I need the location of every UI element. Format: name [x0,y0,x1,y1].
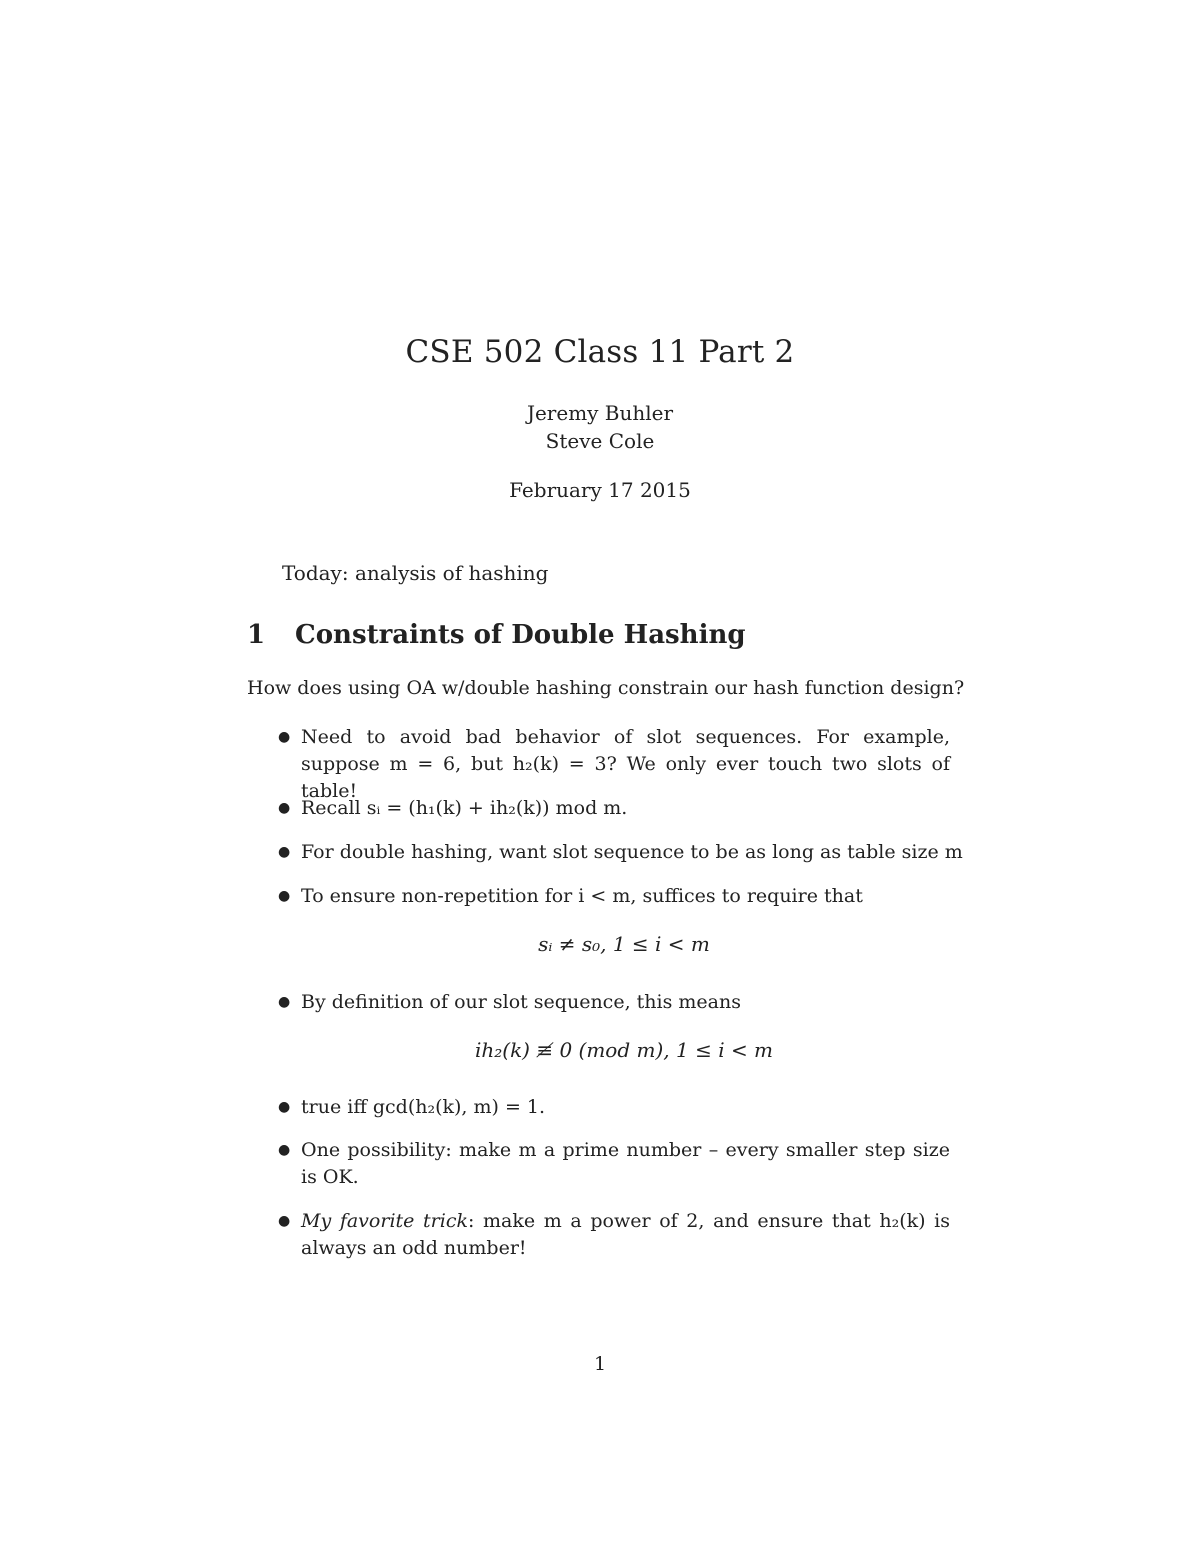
bullet-item [278,1137,950,1191]
bullet-icon: ● [278,844,291,860]
bullet-icon: ● [278,1213,291,1229]
bullet-icon: ● [278,888,291,904]
bullet-icon: ● [278,800,291,816]
author-name: Jeremy Buhler [526,401,674,425]
document-title: CSE 502 Class 11 Part 2 [405,334,795,370]
bullet-icon: ● [278,1142,291,1158]
bullet-item [278,1208,950,1262]
section-intro: How does using OA w/double hashing constrain our hash function design? [247,677,965,699]
section-number: 1 [247,620,266,650]
bullet-text: Need to avoid bad behavior of slot sequences. For example, suppose m = 6, but h₂(k) = 3? We only ever touch two slots of table! [301,726,950,802]
bullet-item [278,839,963,866]
document-date: February 17 2015 [509,478,691,502]
bullet-item [278,989,950,1016]
bullet-item [278,1094,950,1121]
bullet-text-rest: : make m a power of 2, and ensure that h₂(k) is always an odd number! [301,1210,950,1259]
section-title: Constraints of Double Hashing [295,620,746,650]
bullet-item [278,883,950,910]
bullet-item [278,724,950,805]
bullet-text: To ensure non-repetition for i < m, suffices to require that [301,885,863,907]
bullet-item [278,795,950,822]
author-name: Steve Cole [545,429,655,453]
bullet-icon: ● [278,729,291,745]
bullet-text: By definition of our slot sequence, this means [301,991,741,1013]
bullet-text [301,1208,950,1262]
bullet-icon: ● [278,1099,291,1115]
today-topic: Today: analysis of hashing [282,561,549,585]
bullet-text: For double hashing, want slot sequence to be as long as table size m [301,841,963,863]
page-number: 1 [593,1353,607,1375]
emphasis-text: My favorite trick [301,1210,468,1232]
section-heading [247,618,746,652]
bullet-text: One possibility: make m a prime number – every smaller step size is OK. [301,1139,950,1188]
equation: ih₂(k) ≢ 0 (mod m), 1 ≤ i < m [474,1038,774,1062]
bullet-text: true iff gcd(h₂(k), m) = 1. [301,1096,546,1118]
bullet-text: Recall sᵢ = (h₁(k) + ih₂(k)) mod m. [301,797,628,819]
equation: sᵢ ≠ s₀, 1 ≤ i < m [538,932,710,956]
bullet-icon: ● [278,994,291,1010]
